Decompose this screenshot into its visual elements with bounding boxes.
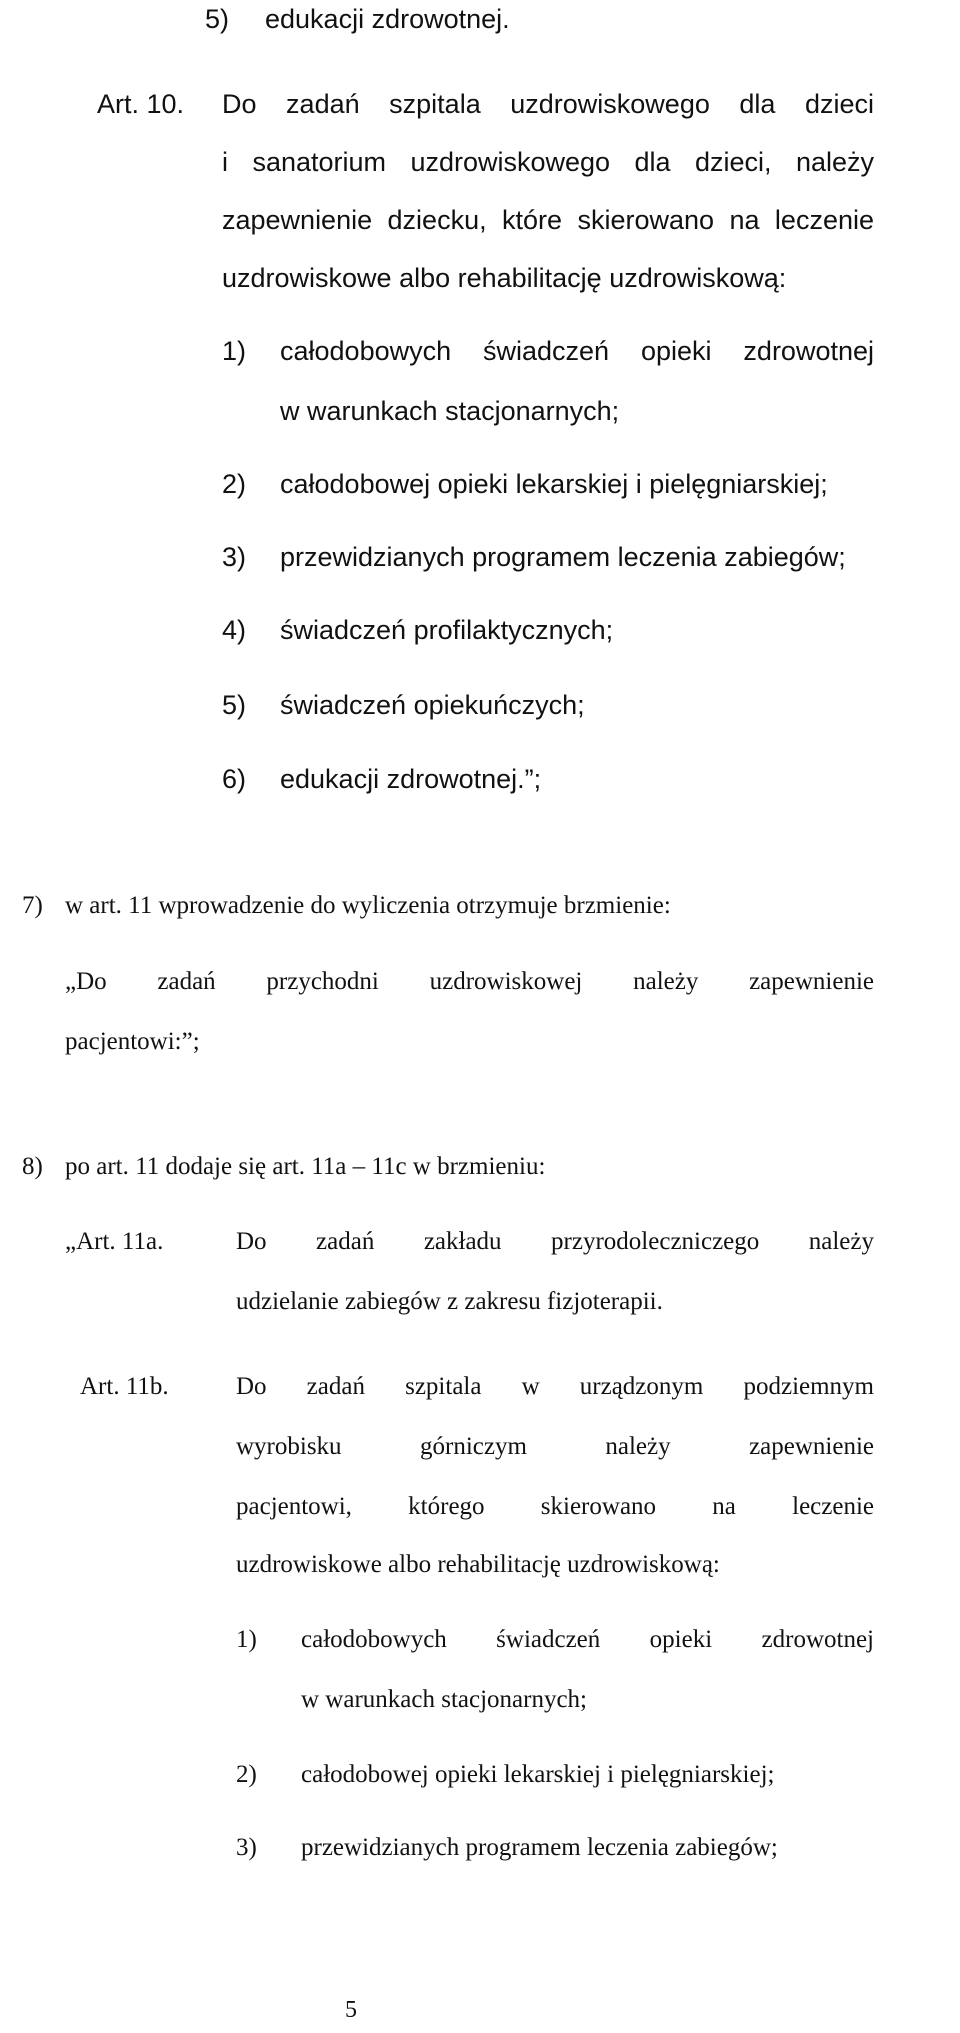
list-item-text: całodobowej opieki lekarskiej i pielęgniarskiej; — [301, 1761, 775, 1788]
page-number: 5 — [345, 1997, 357, 2023]
list-item-text: edukacji zdrowotnej.”; — [280, 764, 542, 794]
point-number: 8) — [22, 1153, 43, 1180]
quoted-text-line: „Do zadań przychodni uzdrowiskowej należy zapewnienie — [65, 968, 874, 995]
article-text-line: Do zadań zakładu przyrodoleczniczego należy — [236, 1228, 874, 1255]
list-item-text: edukacji zdrowotnej. — [265, 4, 510, 34]
list-number: 3) — [236, 1834, 257, 1861]
article-text-line: wyrobisku górniczym należy zapewnienie — [236, 1433, 874, 1460]
list-item-text: całodobowej opieki lekarskiej i pielęgniarskiej; — [280, 469, 828, 499]
list-number: 1) — [236, 1626, 257, 1653]
article-label: „Art. 11a. — [65, 1228, 164, 1255]
list-number: 5) — [222, 690, 247, 720]
article-text-line: Do zadań szpitala w urządzonym podziemnym — [236, 1373, 874, 1400]
article-text-line: i sanatorium uzdrowiskowego dla dzieci, należy — [222, 147, 874, 177]
list-item-text: całodobowych świadczeń opieki zdrowotnej — [301, 1626, 874, 1653]
article-text-line: Do zadań szpitala uzdrowiskowego dla dzieci — [222, 89, 874, 119]
list-number: 4) — [222, 615, 247, 645]
article-text-line: pacjentowi, którego skierowano na leczenie — [236, 1493, 874, 1520]
point-text: po art. 11 dodaje się art. 11a – 11c w brzmieniu: — [65, 1153, 546, 1180]
list-item-text: przewidzianych programem leczenia zabiegów; — [280, 542, 846, 572]
article-label: Art. 10. — [97, 89, 185, 119]
list-number: 6) — [222, 764, 247, 794]
list-number: 3) — [222, 542, 247, 572]
list-item-text: w warunkach stacjonarnych; — [301, 1686, 587, 1713]
point-number: 7) — [22, 892, 43, 919]
point-text: w art. 11 wprowadzenie do wyliczenia otrzymuje brzmienie: — [65, 892, 671, 919]
list-number: 5) — [205, 4, 230, 34]
article-text-line: uzdrowiskowe albo rehabilitację uzdrowiskową: — [222, 263, 787, 293]
article-text-line: zapewnienie dziecku, które skierowano na leczenie — [222, 205, 874, 235]
list-number: 2) — [236, 1761, 257, 1788]
list-number: 1) — [222, 336, 247, 366]
quoted-text-line: pacjentowi:”; — [65, 1028, 200, 1055]
list-item-text: w warunkach stacjonarnych; — [280, 396, 620, 426]
article-label: Art. 11b. — [80, 1373, 169, 1400]
list-number: 2) — [222, 469, 247, 499]
list-item-text: świadczeń profilaktycznych; — [280, 615, 614, 645]
list-item-text: świadczeń opiekuńczych; — [280, 690, 585, 720]
article-text-line: udzielanie zabiegów z zakresu fizjoterapii. — [236, 1288, 663, 1315]
list-item-text: całodobowych świadczeń opieki zdrowotnej — [280, 336, 874, 366]
article-text-line: uzdrowiskowe albo rehabilitację uzdrowiskową: — [236, 1551, 720, 1578]
list-item-text: przewidzianych programem leczenia zabiegów; — [301, 1834, 778, 1861]
